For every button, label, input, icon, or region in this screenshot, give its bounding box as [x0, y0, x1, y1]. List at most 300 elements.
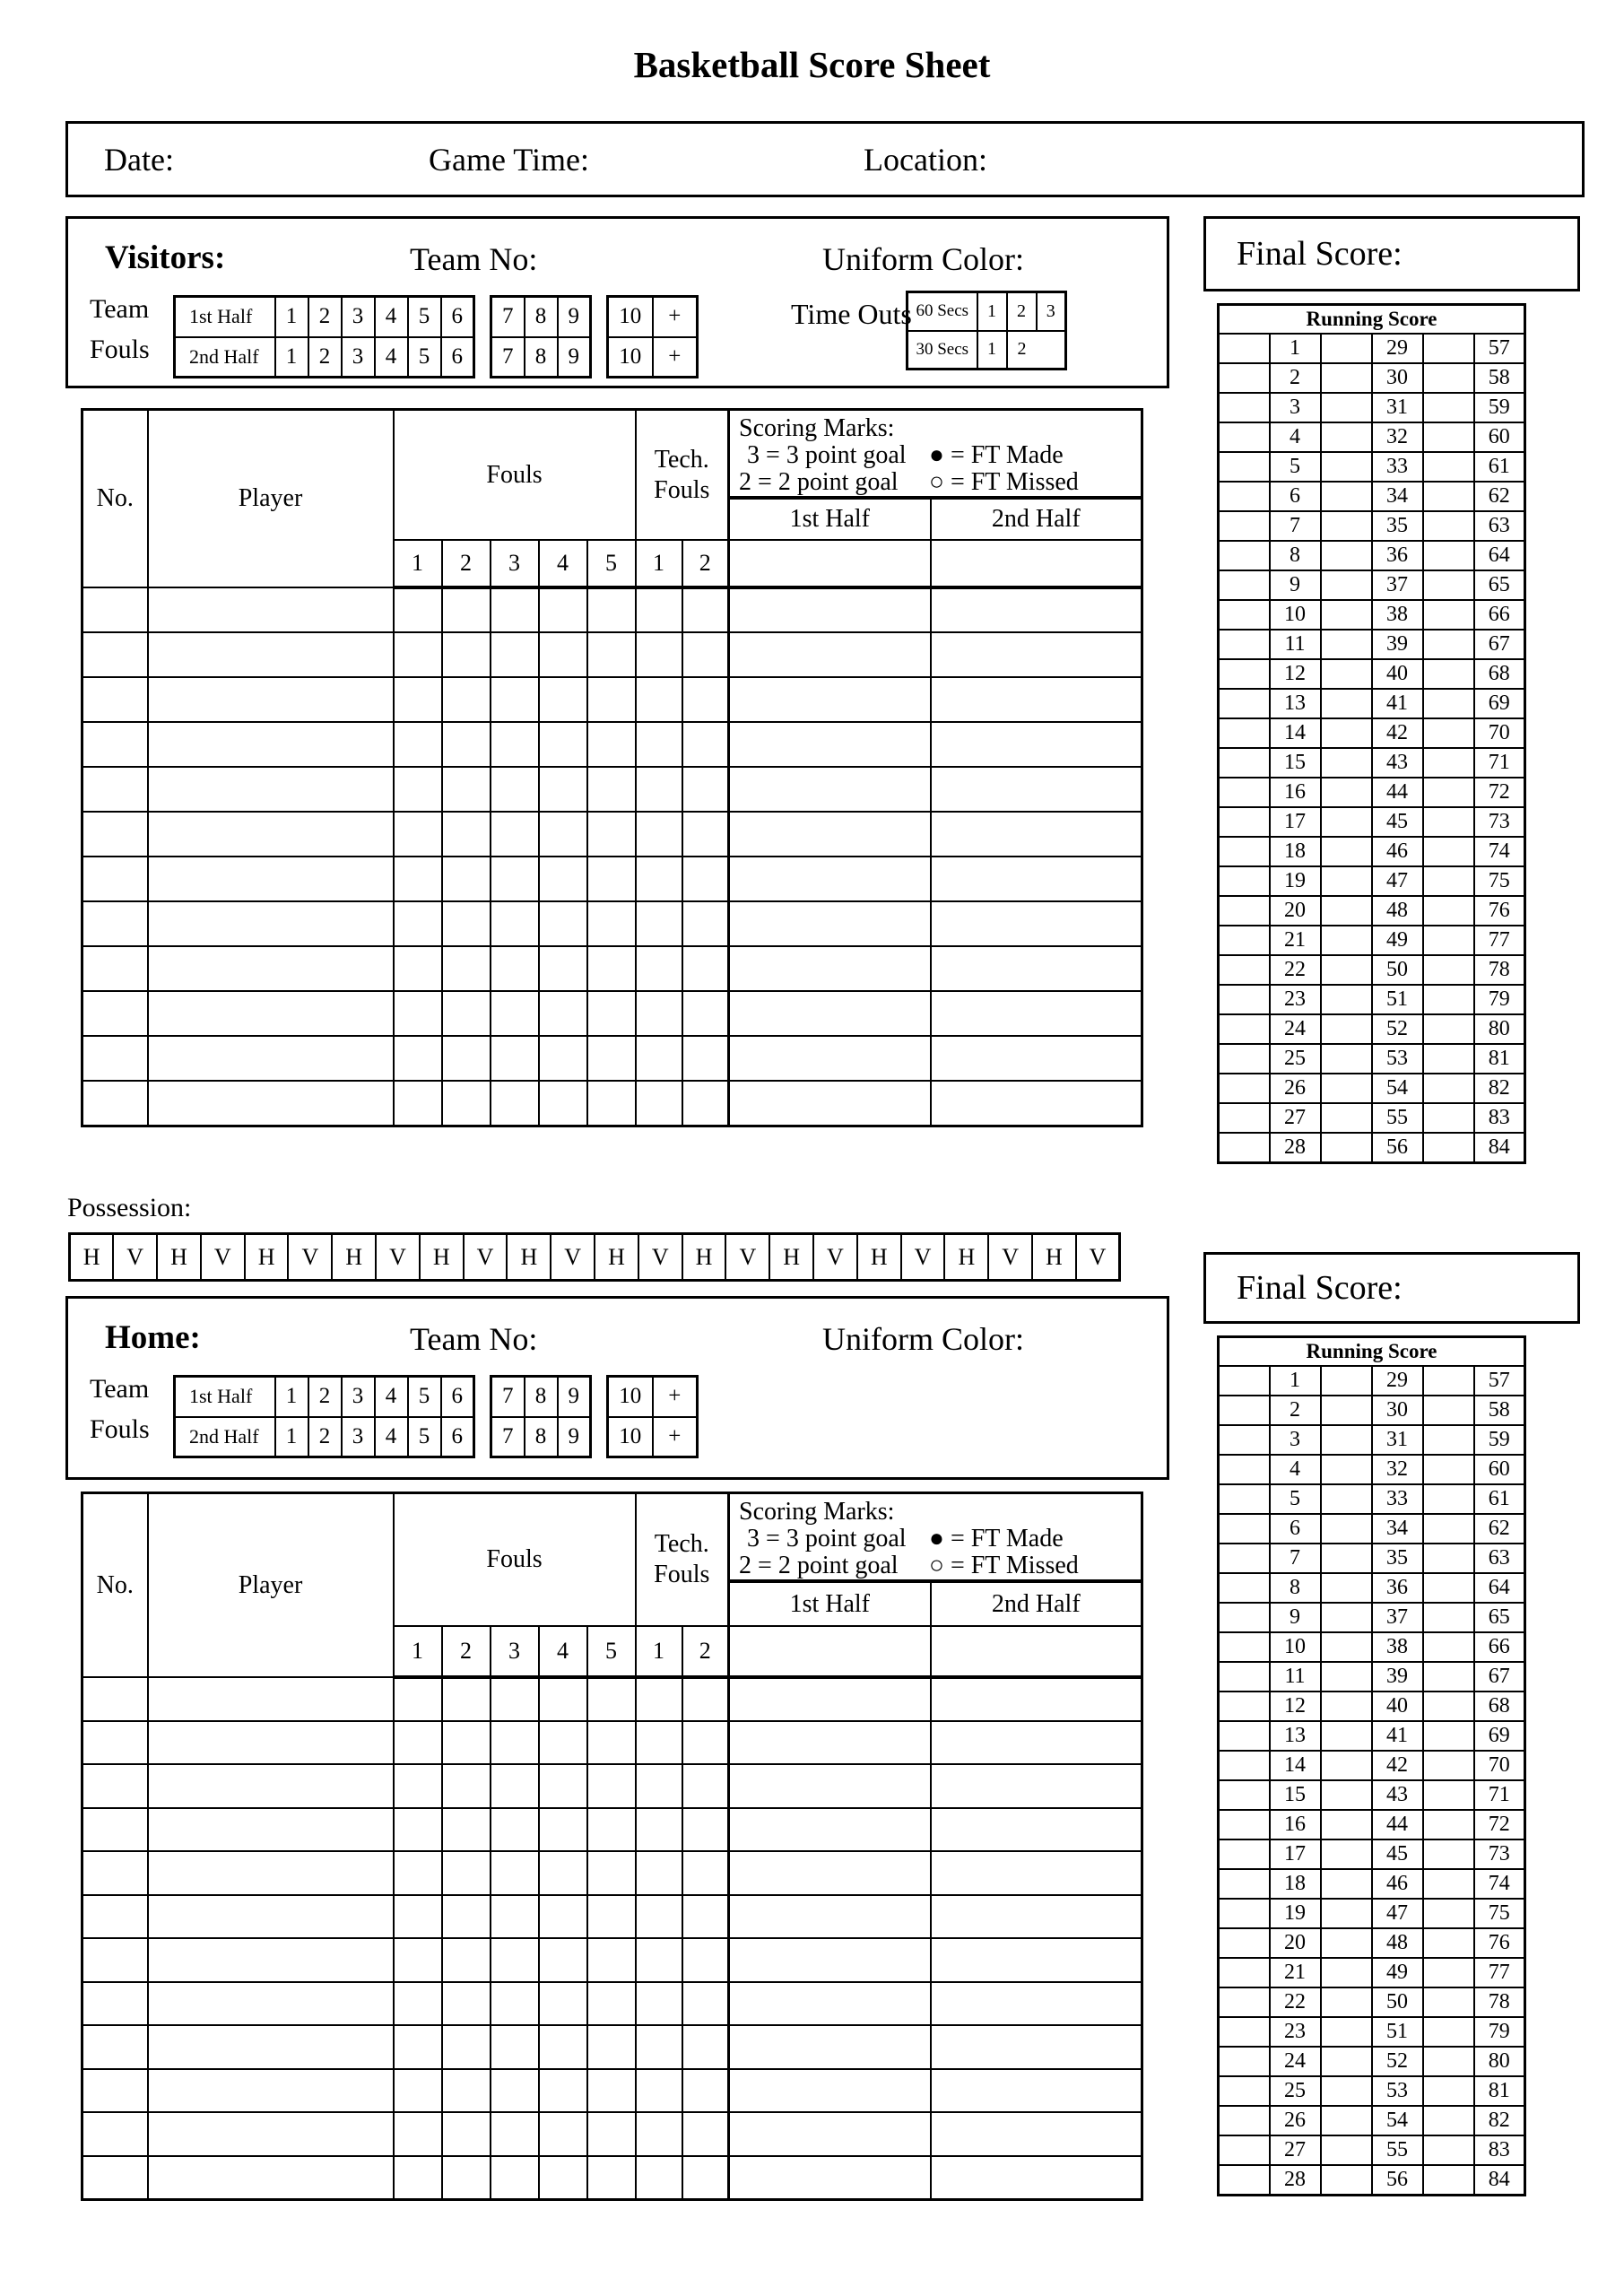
- tech-foul-cell: [636, 632, 682, 677]
- tally-cell: [1219, 1133, 1270, 1163]
- player-no-cell: [83, 2156, 148, 2200]
- score-number-cell: 77: [1474, 926, 1525, 955]
- foul-cell: [442, 812, 491, 857]
- score-number-cell: 62: [1474, 1514, 1525, 1544]
- player-no-cell: [83, 722, 148, 767]
- tally-cell: [1423, 689, 1474, 718]
- player-name-cell: [148, 2069, 394, 2113]
- player-no-cell: [83, 1851, 148, 1895]
- tally-cell: [1321, 2106, 1372, 2135]
- second-half-score-cell: [931, 2112, 1142, 2156]
- foul-cell: [394, 1982, 442, 2026]
- foul-cell: [442, 1982, 491, 2026]
- running-score-row: [1219, 1751, 1525, 1780]
- running-score-row: [1219, 422, 1525, 452]
- player-row: [83, 677, 1142, 722]
- time-outs-grid: [906, 291, 1067, 370]
- running-score-table: [1217, 303, 1526, 1164]
- score-number-cell: 65: [1474, 570, 1525, 600]
- tally-cell: [1321, 689, 1372, 718]
- second-half-score-cell: [931, 587, 1142, 632]
- team-fouls-row: [608, 297, 698, 337]
- second-half-score-cell: [931, 2069, 1142, 2113]
- foul-cell: [394, 812, 442, 857]
- tech-foul-cell: [636, 1808, 682, 1852]
- score-number-cell: 22: [1270, 955, 1321, 985]
- score-number-cell: 33: [1372, 1484, 1423, 1514]
- tally-cell: [1321, 1869, 1372, 1899]
- player-row: [83, 946, 1142, 991]
- scoring-marks-title: Scoring Marks:: [739, 1498, 895, 1526]
- tally-cell: [1219, 1662, 1270, 1692]
- score-number-cell: 84: [1474, 1133, 1525, 1163]
- second-half-score-cell: [931, 1081, 1142, 1126]
- score-number-cell: 41: [1372, 689, 1423, 718]
- time-outs-row: [908, 331, 1066, 370]
- tally-cell: [1321, 1396, 1372, 1425]
- player-row: [83, 2156, 1142, 2200]
- tally-cell: [1423, 1014, 1474, 1044]
- tally-cell: [1321, 807, 1372, 837]
- running-score-header-row: [1219, 305, 1525, 335]
- foul-count-cell: 9: [558, 337, 591, 378]
- score-number-cell: 65: [1474, 1603, 1525, 1632]
- tally-cell: [1423, 1928, 1474, 1958]
- visitors-running-score: [1217, 303, 1526, 1164]
- tally-cell: [1423, 334, 1474, 363]
- score-number-cell: 4: [1270, 422, 1321, 452]
- score-number-cell: 81: [1474, 2076, 1525, 2106]
- player-name-cell: [148, 1677, 394, 1721]
- player-name-cell: [148, 1851, 394, 1895]
- tally-cell: [1219, 1074, 1270, 1103]
- running-score-row: [1219, 482, 1525, 511]
- running-score-row: [1219, 1810, 1525, 1839]
- foul-cell: [442, 2025, 491, 2069]
- foul-cell: [442, 1721, 491, 1765]
- tally-cell: [1321, 511, 1372, 541]
- score-number-cell: 54: [1372, 1074, 1423, 1103]
- tally-cell: [1423, 570, 1474, 600]
- tech-foul-cell: [636, 1721, 682, 1765]
- foul-cell: [491, 632, 539, 677]
- player-row: [83, 1721, 1142, 1765]
- tally-cell: [1219, 1514, 1270, 1544]
- score-number-cell: 34: [1372, 1514, 1423, 1544]
- tally-cell: [1423, 363, 1474, 393]
- running-score-row: [1219, 1958, 1525, 1987]
- second-half-score-cell: [931, 901, 1142, 946]
- player-row: [83, 1851, 1142, 1895]
- possession-cell: V: [551, 1234, 595, 1281]
- running-score-row: [1219, 1484, 1525, 1514]
- foul-count-cell: 5: [408, 337, 441, 378]
- foul-cell: [491, 991, 539, 1036]
- foul-count-cell: +: [653, 1377, 698, 1417]
- score-number-cell: 36: [1372, 541, 1423, 570]
- tally-cell: [1321, 541, 1372, 570]
- score-number-cell: 27: [1270, 2135, 1321, 2165]
- possession-cell: V: [901, 1234, 945, 1281]
- score-number-cell: 11: [1270, 630, 1321, 659]
- score-number-cell: 56: [1372, 2165, 1423, 2196]
- running-score-row: [1219, 1396, 1525, 1425]
- foul-count-cell: 4: [375, 337, 408, 378]
- tally-cell: [1423, 1869, 1474, 1899]
- tally-cell: [1423, 422, 1474, 452]
- foul-count-cell: 6: [441, 1377, 474, 1417]
- score-number-cell: 72: [1474, 1810, 1525, 1839]
- foul-cell: [394, 587, 442, 632]
- tally-cell: [1321, 778, 1372, 807]
- player-name-cell: [148, 901, 394, 946]
- timeout-duration-label: 60 Secs: [908, 292, 977, 331]
- tally-cell: [1423, 1044, 1474, 1074]
- first-half-score-cell: [729, 946, 931, 991]
- tally-cell: [1423, 866, 1474, 896]
- possession-cell: H: [507, 1234, 551, 1281]
- score-number-cell: 70: [1474, 1751, 1525, 1780]
- player-no-cell: [83, 1938, 148, 1982]
- score-number-cell: 51: [1372, 2017, 1423, 2047]
- first-half-score-cell: [729, 857, 931, 901]
- timeout-duration-label: 30 Secs: [908, 331, 977, 370]
- tally-cell: [1219, 718, 1270, 748]
- first-half-score-cell: [729, 2156, 931, 2200]
- score-number-cell: 80: [1474, 1014, 1525, 1044]
- foul-count-cell: 2: [308, 297, 342, 337]
- team-fouls-row: [608, 1417, 698, 1457]
- tally-cell: [1423, 2017, 1474, 2047]
- tally-cell: [1321, 1103, 1372, 1133]
- tech-fouls-header: [636, 1493, 729, 1627]
- tally-cell: [1219, 2017, 1270, 2047]
- tally-cell: [1423, 2076, 1474, 2106]
- foul-cell: [587, 722, 636, 767]
- score-number-cell: 68: [1474, 659, 1525, 689]
- score-number-cell: 13: [1270, 689, 1321, 718]
- tally-cell: [1423, 1484, 1474, 1514]
- foul-cell: [442, 901, 491, 946]
- score-number-cell: 5: [1270, 1484, 1321, 1514]
- tally-cell: [1321, 1014, 1372, 1044]
- score-number-cell: 40: [1372, 1692, 1423, 1721]
- score-number-cell: 21: [1270, 1958, 1321, 1987]
- tally-cell: [1321, 1484, 1372, 1514]
- foul-number-cell: 3: [491, 1626, 539, 1677]
- player-no-cell: [83, 632, 148, 677]
- score-number-cell: 28: [1270, 1133, 1321, 1163]
- tally-cell: [1423, 1692, 1474, 1721]
- running-score-row: [1219, 689, 1525, 718]
- first-half-score-cell: [729, 901, 931, 946]
- foul-count-cell: 6: [441, 1417, 474, 1457]
- score-number-cell: 30: [1372, 1396, 1423, 1425]
- possession-cell: H: [70, 1234, 114, 1281]
- tech-foul-cell: [636, 812, 682, 857]
- score-number-cell: 10: [1270, 1632, 1321, 1662]
- score-number-cell: 72: [1474, 778, 1525, 807]
- home-team-fouls-grid: [173, 1375, 699, 1458]
- score-number-cell: 34: [1372, 482, 1423, 511]
- player-name-cell: [148, 946, 394, 991]
- foul-cell: [442, 1808, 491, 1852]
- tally-cell: [1423, 630, 1474, 659]
- tally-cell: [1219, 2106, 1270, 2135]
- foul-cell: [539, 1895, 587, 1939]
- tally-cell: [1423, 2106, 1474, 2135]
- foul-cell: [394, 1677, 442, 1721]
- tally-cell: [1219, 896, 1270, 926]
- tally-cell: [1219, 1425, 1270, 1455]
- home-uniform-color-label: Uniform Color:: [822, 1321, 1024, 1357]
- tally-cell: [1219, 748, 1270, 778]
- scoring-mark-item: 3 = 3 point goal: [747, 441, 907, 469]
- foul-cell: [587, 1081, 636, 1126]
- foul-cell: [394, 991, 442, 1036]
- ft-legend-item: ● = FT Made: [929, 1525, 1064, 1552]
- first-half-score-cell: [729, 2069, 931, 2113]
- score-number-cell: 3: [1270, 393, 1321, 422]
- home-label: Home:: [105, 1319, 201, 1356]
- scoring-marks-legend: [729, 410, 1142, 499]
- second-half-score-cell: [931, 1938, 1142, 1982]
- tally-cell: [1321, 955, 1372, 985]
- foul-count-cell: 2: [308, 337, 342, 378]
- tally-cell: [1423, 452, 1474, 482]
- foul-count-cell: 6: [441, 337, 474, 378]
- running-score-row: [1219, 955, 1525, 985]
- player-name-cell: [148, 677, 394, 722]
- team-fouls-row: [491, 337, 591, 378]
- running-score-row: [1219, 2165, 1525, 2196]
- first-half-score-cell: [729, 1677, 931, 1721]
- tech-foul-cell: [636, 1764, 682, 1808]
- tally-cell: [1321, 866, 1372, 896]
- score-number-cell: 24: [1270, 2047, 1321, 2076]
- foul-cell: [394, 2112, 442, 2156]
- team-fouls-row: [175, 297, 474, 337]
- first-half-score-cell: [729, 812, 931, 857]
- running-score-row: [1219, 452, 1525, 482]
- foul-cell: [491, 1808, 539, 1852]
- running-score-row: [1219, 1103, 1525, 1133]
- foul-number-cell: 2: [442, 1626, 491, 1677]
- tech-foul-cell: [682, 857, 729, 901]
- timeout-count-cell: 1: [977, 292, 1007, 331]
- score-number-cell: 56: [1372, 1133, 1423, 1163]
- scoring-mark-item: 3 = 3 point goal: [747, 1525, 907, 1552]
- tally-cell: [1423, 1899, 1474, 1928]
- tally-cell: [1321, 1692, 1372, 1721]
- foul-number-cell: 2: [442, 540, 491, 587]
- foul-count-cell: 8: [525, 1417, 558, 1457]
- foul-cell: [587, 632, 636, 677]
- possession-cell: H: [157, 1234, 201, 1281]
- score-number-cell: 20: [1270, 896, 1321, 926]
- tech-foul-cell: [636, 677, 682, 722]
- scoring-marks-line: [739, 442, 1141, 469]
- running-score-title: Running Score: [1219, 1337, 1525, 1367]
- foul-count-cell: 1: [275, 337, 308, 378]
- tally-cell: [1219, 1928, 1270, 1958]
- first-half-header: 1st Half: [729, 1581, 931, 1626]
- score-number-cell: 61: [1474, 452, 1525, 482]
- team-fouls-label-line2: Fouls: [90, 335, 150, 364]
- score-number-cell: 17: [1270, 1839, 1321, 1869]
- score-number-cell: 28: [1270, 2165, 1321, 2196]
- score-number-cell: 68: [1474, 1692, 1525, 1721]
- running-score-row: [1219, 778, 1525, 807]
- running-score-row: [1219, 748, 1525, 778]
- foul-cell: [491, 1764, 539, 1808]
- score-number-cell: 47: [1372, 866, 1423, 896]
- team-fouls-group: [173, 1375, 475, 1458]
- player-column-header: Player: [148, 410, 394, 588]
- tech-foul-cell: [636, 946, 682, 991]
- score-number-cell: 19: [1270, 866, 1321, 896]
- player-no-cell: [83, 1808, 148, 1852]
- running-score-row: [1219, 1987, 1525, 2017]
- score-number-cell: 51: [1372, 985, 1423, 1014]
- foul-cell: [587, 901, 636, 946]
- timeout-count-cell: 3: [1037, 292, 1066, 331]
- foul-cell: [587, 1895, 636, 1939]
- score-number-cell: 32: [1372, 1455, 1423, 1484]
- foul-cell: [442, 946, 491, 991]
- first-half-score-cell: [729, 1721, 931, 1765]
- tally-cell: [1321, 1133, 1372, 1163]
- tally-cell: [1423, 1425, 1474, 1455]
- second-half-score-cell: [931, 1808, 1142, 1852]
- tech-foul-cell: [682, 2069, 729, 2113]
- scoring-marks-line: [739, 1552, 1141, 1579]
- tech-foul-cell: [682, 901, 729, 946]
- second-half-subcell: [931, 1626, 1142, 1677]
- score-number-cell: 27: [1270, 1103, 1321, 1133]
- tally-cell: [1219, 1869, 1270, 1899]
- player-no-cell: [83, 677, 148, 722]
- tech-foul-cell: [682, 1677, 729, 1721]
- possession-cell: V: [988, 1234, 1032, 1281]
- tech-foul-cell: [682, 632, 729, 677]
- tech-foul-cell: [682, 1895, 729, 1939]
- tech-foul-number-cell: 1: [636, 540, 682, 587]
- tally-cell: [1321, 1928, 1372, 1958]
- tally-cell: [1423, 1632, 1474, 1662]
- player-name-cell: [148, 2112, 394, 2156]
- foul-cell: [491, 587, 539, 632]
- first-half-score-cell: [729, 1851, 931, 1895]
- tally-cell: [1423, 807, 1474, 837]
- score-number-cell: 58: [1474, 1396, 1525, 1425]
- foul-cell: [539, 1851, 587, 1895]
- tally-cell: [1219, 1839, 1270, 1869]
- score-number-cell: 20: [1270, 1928, 1321, 1958]
- running-score-table: [1217, 1335, 1526, 2196]
- foul-cell: [539, 1764, 587, 1808]
- tally-cell: [1423, 2165, 1474, 2196]
- tally-cell: [1219, 2076, 1270, 2106]
- scoring-marks-line: [739, 1526, 1141, 1552]
- score-number-cell: 40: [1372, 659, 1423, 689]
- team-fouls-row: [175, 1377, 474, 1417]
- tally-cell: [1423, 1780, 1474, 1810]
- foul-cell: [394, 1036, 442, 1081]
- foul-cell: [539, 767, 587, 812]
- running-score-row: [1219, 1632, 1525, 1662]
- tech-foul-cell: [682, 2025, 729, 2069]
- foul-count-cell: +: [653, 1417, 698, 1457]
- tech-foul-cell: [636, 2069, 682, 2113]
- score-number-cell: 48: [1372, 896, 1423, 926]
- foul-count-cell: 3: [342, 1417, 375, 1457]
- foul-cell: [491, 2069, 539, 2113]
- half-label: 1st Half: [175, 297, 275, 337]
- location-label: Location:: [864, 141, 987, 178]
- tech-foul-cell: [682, 587, 729, 632]
- player-row: [83, 1895, 1142, 1939]
- scoring-mark-item: 2 = 2 point goal: [739, 1552, 899, 1579]
- tally-cell: [1219, 1899, 1270, 1928]
- tally-cell: [1423, 482, 1474, 511]
- score-number-cell: 55: [1372, 2135, 1423, 2165]
- tally-cell: [1219, 985, 1270, 1014]
- tech-fouls-header-line1: Tech.: [654, 445, 709, 474]
- possession-row: [70, 1234, 1120, 1281]
- running-score-row: [1219, 866, 1525, 896]
- running-score-row: [1219, 511, 1525, 541]
- foul-count-cell: 3: [342, 1377, 375, 1417]
- foul-cell: [539, 2025, 587, 2069]
- fouls-header: Fouls: [394, 410, 636, 541]
- visitors-label: Visitors:: [105, 239, 226, 276]
- tech-foul-cell: [636, 1851, 682, 1895]
- tech-foul-cell: [682, 1036, 729, 1081]
- tally-cell: [1219, 2047, 1270, 2076]
- ft-legend-item: ○ = FT Missed: [929, 1552, 1079, 1579]
- team-fouls-group: [606, 1375, 699, 1458]
- second-half-score-cell: [931, 2156, 1142, 2200]
- team-fouls-label-line2: Fouls: [90, 1414, 150, 1444]
- scoring-marks-line: [739, 469, 1141, 496]
- foul-cell: [442, 1938, 491, 1982]
- score-number-cell: 5: [1270, 452, 1321, 482]
- score-number-cell: 33: [1372, 452, 1423, 482]
- foul-cell: [539, 946, 587, 991]
- player-column-header: Player: [148, 1493, 394, 1678]
- tech-foul-cell: [636, 2025, 682, 2069]
- foul-count-cell: 2: [308, 1417, 342, 1457]
- foul-count-cell: 4: [375, 1417, 408, 1457]
- score-number-cell: 71: [1474, 748, 1525, 778]
- home-player-table: [81, 1492, 1143, 2201]
- score-number-cell: 60: [1474, 1455, 1525, 1484]
- foul-number-cell: 3: [491, 540, 539, 587]
- scoring-mark-item: 2 = 2 point goal: [739, 468, 899, 496]
- tally-cell: [1321, 334, 1372, 363]
- tech-foul-cell: [636, 1982, 682, 2026]
- tech-foul-cell: [682, 1982, 729, 2026]
- team-fouls-row: [491, 297, 591, 337]
- tally-cell: [1423, 718, 1474, 748]
- foul-cell: [394, 1081, 442, 1126]
- player-no-cell: [83, 587, 148, 632]
- second-half-score-cell: [931, 1982, 1142, 2026]
- tally-cell: [1321, 1544, 1372, 1573]
- foul-cell: [442, 991, 491, 1036]
- score-number-cell: 37: [1372, 1603, 1423, 1632]
